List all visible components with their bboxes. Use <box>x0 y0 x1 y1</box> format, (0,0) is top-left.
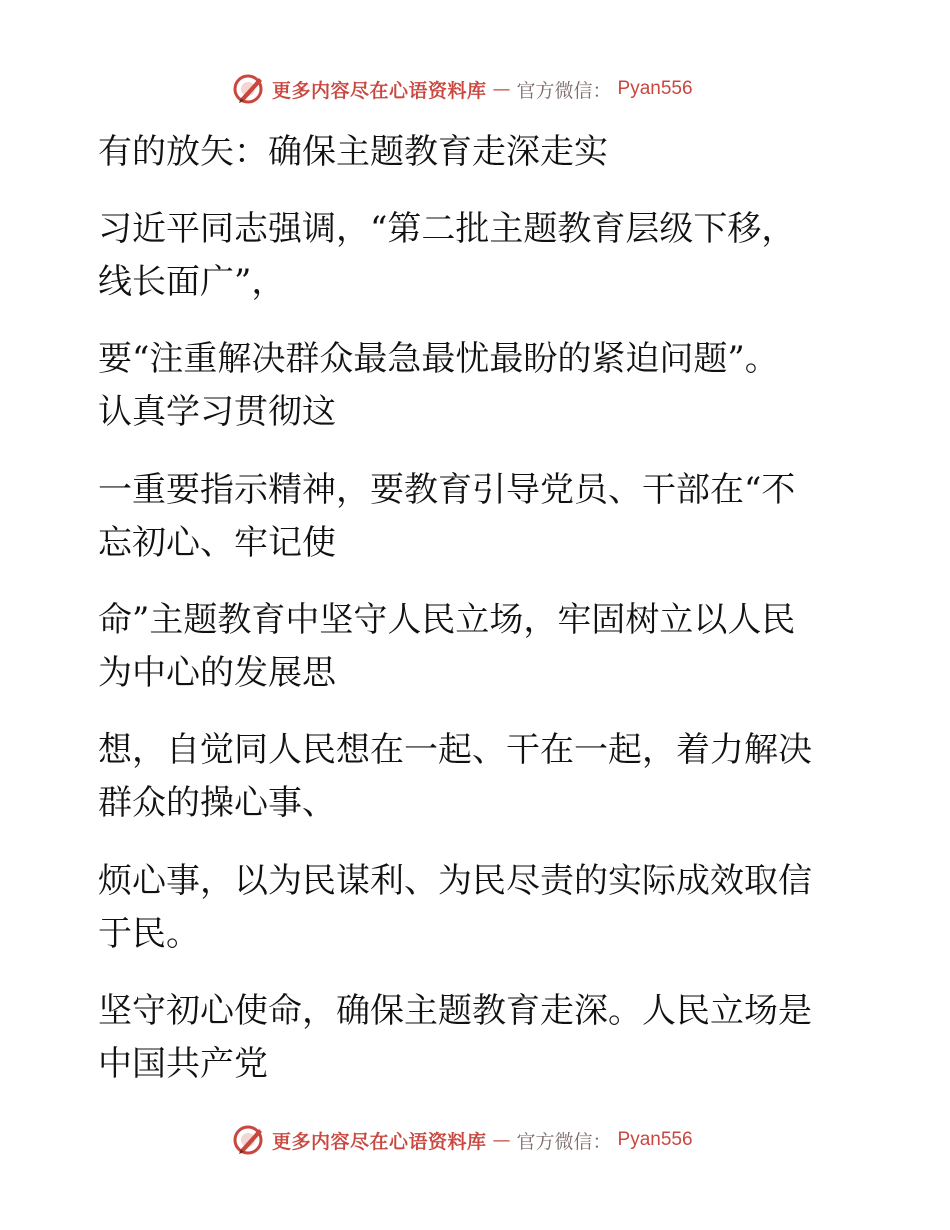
body-line: 一重要指示精神，要教育引导党员、干部在“不 <box>98 470 796 510</box>
watermark-separator: — <box>492 78 511 100</box>
watermark-wechat-id: Pyan556 <box>617 78 693 99</box>
pen-logo-icon <box>232 72 266 106</box>
pen-logo-icon <box>232 1123 266 1157</box>
body-line: 烦心事，以为民谋利、为民尽责的实际成效取信 <box>98 861 812 901</box>
body-line: 线长面广”， <box>98 262 286 302</box>
body-line: 要“注重解决群众最急最忧最盼的紧迫问题”。 <box>98 339 779 379</box>
body-line: 想，自觉同人民想在一起、干在一起，着力解决 <box>98 730 812 770</box>
body-line: 习近平同志强调，“第二批主题教育层级下移， <box>98 209 796 249</box>
body-line: 坚守初心使命，确保主题教育走深。人民立场是 <box>98 991 812 1031</box>
watermark-wechat-label: 官方微信： <box>516 79 612 102</box>
body-line: 忘初心、牢记使 <box>98 523 336 563</box>
body-line: 为中心的发展思 <box>98 653 336 693</box>
body-line: 命”主题教育中坚守人民立场，牢固树立以人民 <box>98 600 796 640</box>
body-line: 于民。 <box>98 914 200 954</box>
body-line: 群众的操心事、 <box>98 783 336 823</box>
footer-watermark <box>232 1120 693 1160</box>
watermark-separator: — <box>492 1129 511 1151</box>
body-line: 认真学习贯彻这 <box>98 392 336 432</box>
watermark-wechat-id: Pyan556 <box>617 1129 693 1150</box>
watermark-brand: 更多内容尽在心语资料库 <box>272 1130 487 1153</box>
body-line: 中国共产党 <box>98 1044 268 1084</box>
watermark-brand: 更多内容尽在心语资料库 <box>272 79 487 102</box>
header-watermark <box>232 69 693 109</box>
body-line: 有的放矢：确保主题教育走深走实 <box>98 132 608 172</box>
watermark-wechat-label: 官方微信： <box>516 1130 612 1153</box>
